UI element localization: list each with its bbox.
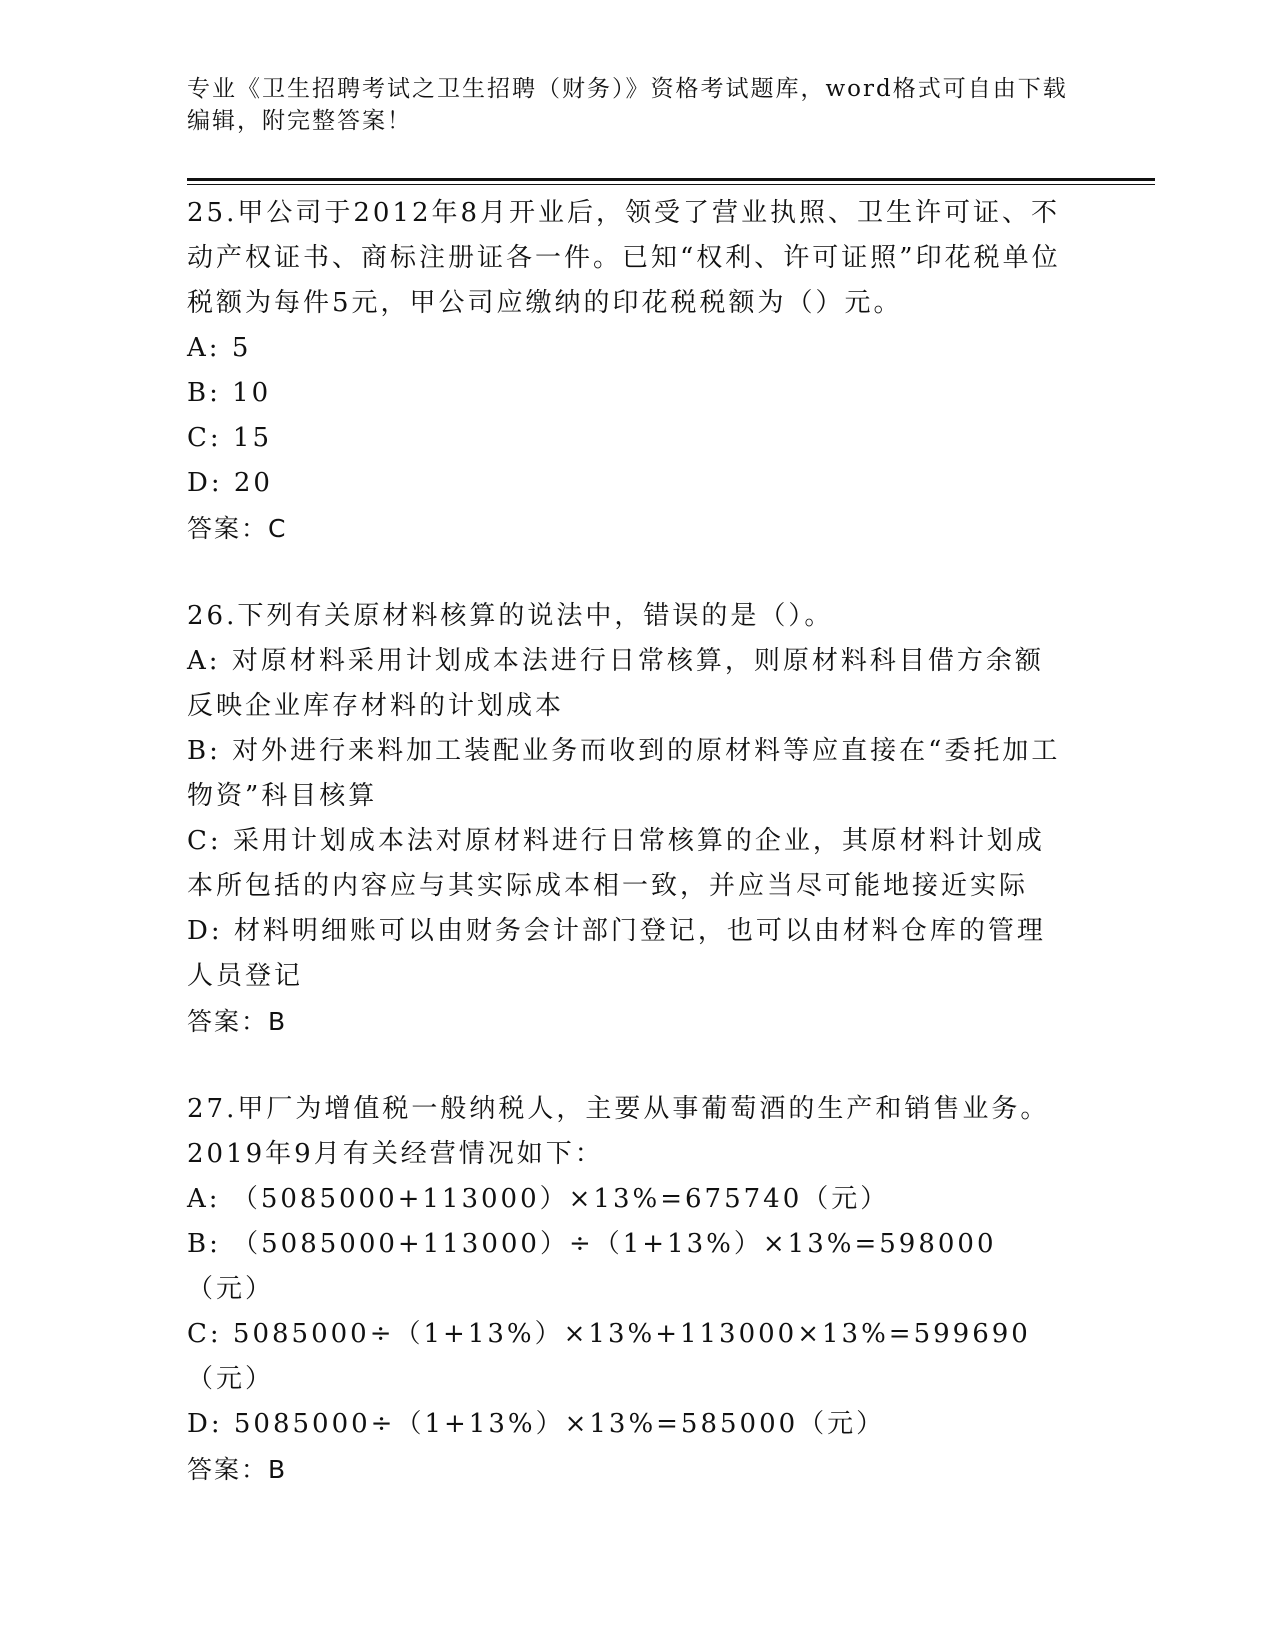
answer-line: 答案：B [187, 1007, 288, 1036]
answer-line: 答案：C [187, 514, 288, 543]
option-c [187, 416, 1067, 461]
option-c [187, 819, 1067, 909]
option-label: D: [187, 468, 223, 498]
option-d [187, 1402, 1067, 1447]
option-b [187, 1222, 1067, 1312]
option-text: 5085000÷（1+13%）×13%+113000×13%=599690（元） [187, 1319, 1031, 1394]
option-label: A: [187, 333, 221, 363]
option-a [187, 326, 1067, 371]
option-label: D: [187, 1409, 223, 1439]
question-stem: 27.甲厂为增值税一般纳税人，主要从事葡萄酒的生产和销售业务。2019年9月有关经营情况如下： [187, 1094, 1050, 1169]
option-label: C: [187, 1319, 222, 1349]
option-a [187, 1177, 1067, 1222]
question-27 [187, 1087, 1067, 1492]
option-text: 20 [233, 468, 273, 498]
header-rule-thin [187, 184, 1155, 185]
option-label: B: [187, 736, 221, 766]
option-text: 对外进行来料加工装配业务而收到的原材料等应直接在“委托加工物资”科目核算 [187, 736, 1061, 811]
option-text: 10 [232, 378, 272, 408]
option-d [187, 461, 1067, 506]
question-25 [187, 191, 1067, 551]
question-26 [187, 594, 1067, 1044]
document-header [187, 73, 1087, 137]
option-text: 对原材料采用计划成本法进行日常核算，则原材料科目借方余额反映企业库存材料的计划成本 [187, 646, 1044, 721]
option-c [187, 1312, 1067, 1402]
option-label: A: [187, 1184, 221, 1214]
option-label: B: [187, 1229, 221, 1259]
option-text: （5085000+113000）×13%=675740（元） [231, 1184, 890, 1214]
option-b [187, 729, 1067, 819]
option-label: D: [187, 916, 223, 946]
option-b [187, 371, 1067, 416]
option-label: C: [187, 826, 222, 856]
option-text: 15 [232, 423, 273, 453]
header-line-2: 编辑，附完整答案！ [187, 108, 412, 134]
option-text: 材料明细账可以由财务会计部门登记，也可以由材料仓库的管理人员登记 [187, 916, 1046, 991]
option-a [187, 639, 1067, 729]
header-rule-thick [187, 178, 1155, 181]
option-d [187, 909, 1067, 999]
option-text: 5085000÷（1+13%）×13%=585000（元） [233, 1409, 886, 1439]
option-text: （5085000+113000）÷（1+13%）×13%=598000（元） [187, 1229, 997, 1304]
question-stem: 25.甲公司于2012年8月开业后，领受了营业执照、卫生许可证、不动产权证书、商标注册证各一件。已知“权利、许可证照”印花税单位税额为每件5元，甲公司应缴纳的印花税税额为（）元。 [187, 198, 1061, 318]
question-list [187, 191, 1067, 1535]
question-stem: 26.下列有关原材料核算的说法中，错误的是（）。 [187, 601, 834, 631]
answer-line: 答案：B [187, 1455, 288, 1484]
option-label: C: [187, 423, 222, 453]
option-text: 采用计划成本法对原材料进行日常核算的企业，其原材料计划成本所包括的内容应与其实际成本相一致，并应当尽可能地接近实际 [187, 826, 1045, 901]
option-text: 5 [231, 333, 252, 363]
option-label: B: [187, 378, 221, 408]
header-line-1: 专业《卫生招聘考试之卫生招聘（财务）》资格考试题库，word格式可自由下载 [187, 76, 1068, 102]
option-label: A: [187, 646, 221, 676]
